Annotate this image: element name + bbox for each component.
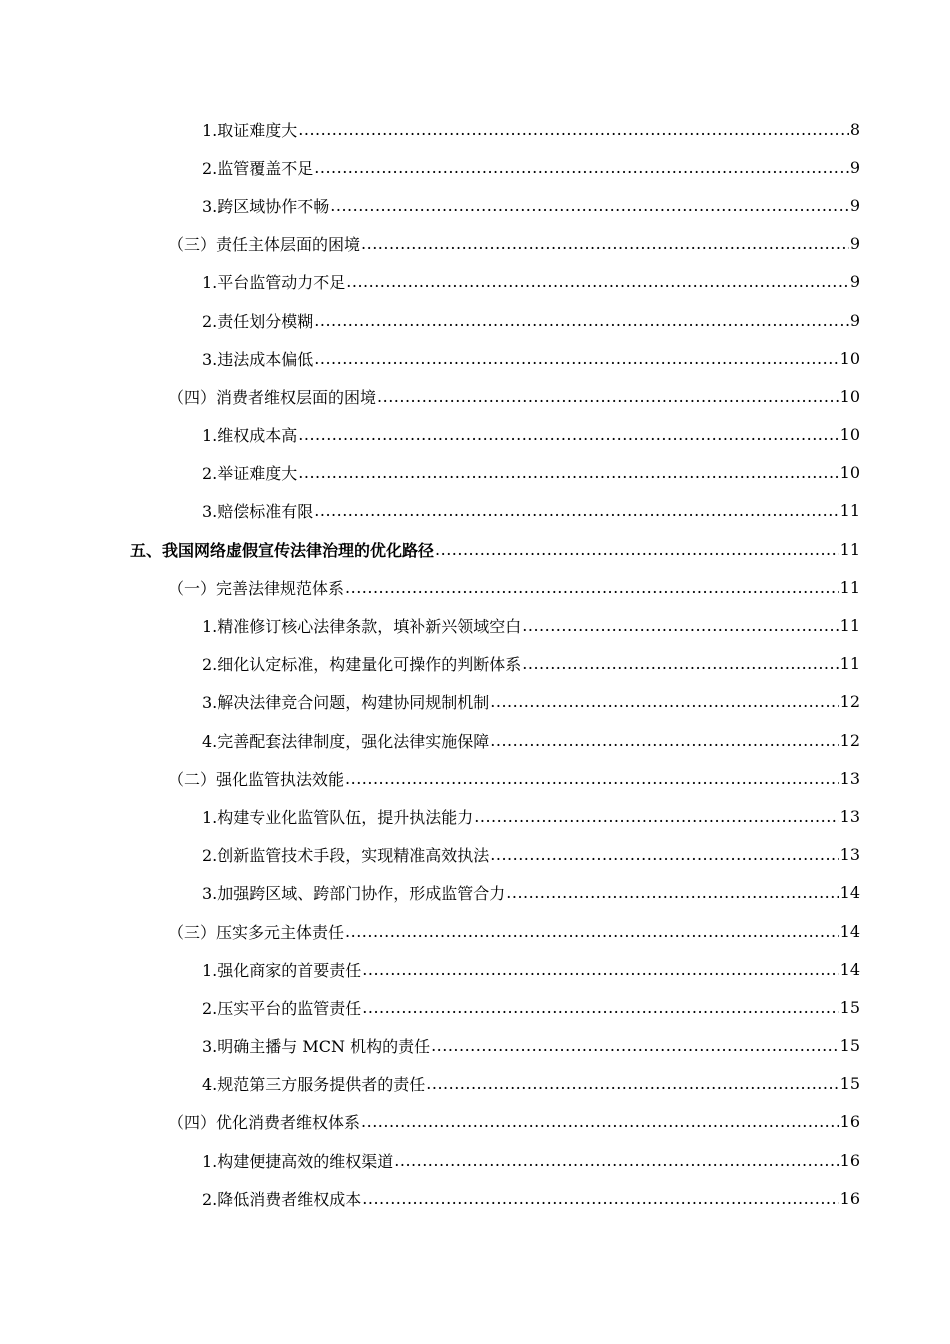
toc-entry-title: 2.监管覆盖不足	[202, 158, 314, 178]
toc-entry-title: 3.明确主播与 MCN 机构的责任	[202, 1037, 431, 1057]
toc-entry-page-number: 16	[839, 1188, 860, 1208]
toc-entry-page-number: 9	[849, 195, 860, 215]
toc-entry[interactable]	[0, 836, 950, 874]
toc-entry[interactable]	[0, 1141, 950, 1179]
toc-dot-leader	[361, 234, 849, 253]
toc-dot-leader	[362, 960, 838, 979]
table-of-contents	[0, 110, 950, 1217]
toc-entry-page-number: 11	[839, 577, 860, 597]
toc-entry-page-number: 15	[839, 1036, 860, 1056]
toc-entry[interactable]	[0, 950, 950, 988]
toc-entry-page-number: 10	[839, 425, 860, 445]
toc-entry[interactable]	[0, 759, 950, 797]
toc-entry[interactable]	[0, 148, 950, 186]
toc-entry[interactable]	[0, 301, 950, 339]
toc-dot-leader	[394, 1151, 838, 1170]
toc-entry-title: 1.取证难度大	[202, 120, 298, 140]
toc-entry[interactable]	[0, 416, 950, 454]
toc-dot-leader	[361, 1112, 839, 1131]
toc-entry-title: 2.降低消费者维权成本	[202, 1189, 362, 1209]
toc-entry-title: （二）强化监管执法效能	[168, 769, 345, 789]
toc-dot-leader	[345, 578, 839, 597]
toc-entry-title: （三）压实多元主体责任	[168, 922, 345, 942]
toc-entry-page-number: 10	[839, 348, 860, 368]
toc-entry-page-number: 11	[839, 539, 860, 559]
toc-entry[interactable]	[0, 263, 950, 301]
toc-entry[interactable]	[0, 988, 950, 1026]
toc-dot-leader	[506, 883, 838, 902]
toc-entry-title: 五、我国网络虚假宣传法律治理的优化路径	[130, 540, 435, 560]
toc-entry-title: 2.细化认定标准，构建量化可操作的判断体系	[202, 655, 522, 675]
toc-entry[interactable]	[0, 225, 950, 263]
toc-entry-title: 3.解决法律竞合问题，构建协同规制机制	[202, 693, 490, 713]
toc-entry[interactable]	[0, 1179, 950, 1217]
toc-dot-leader	[377, 387, 839, 406]
toc-entry[interactable]	[0, 606, 950, 644]
toc-dot-leader	[435, 540, 839, 559]
toc-entry[interactable]	[0, 377, 950, 415]
toc-entry-title: （四）消费者维权层面的困境	[168, 387, 377, 407]
toc-entry-page-number: 8	[849, 119, 860, 139]
toc-entry-page-number: 12	[839, 730, 860, 750]
toc-entry-page-number: 9	[849, 272, 860, 292]
toc-entry-page-number: 10	[839, 386, 860, 406]
toc-entry-title: （三）责任主体层面的困境	[168, 235, 361, 255]
toc-entry[interactable]	[0, 797, 950, 835]
toc-entry[interactable]	[0, 530, 950, 568]
toc-entry-title: 2.责任划分模糊	[202, 311, 314, 331]
toc-dot-leader	[345, 769, 839, 788]
toc-dot-leader	[314, 349, 838, 368]
toc-dot-leader	[362, 998, 838, 1017]
toc-entry-page-number: 13	[839, 806, 860, 826]
toc-dot-leader	[298, 463, 838, 482]
toc-dot-leader	[314, 311, 849, 330]
toc-entry[interactable]	[0, 874, 950, 912]
toc-dot-leader	[314, 158, 849, 177]
toc-entry[interactable]	[0, 912, 950, 950]
toc-entry-title: 1.精准修订核心法律条款，填补新兴领域空白	[202, 617, 522, 637]
toc-entry-title: （一）完善法律规范体系	[168, 578, 345, 598]
toc-dot-leader	[346, 272, 849, 291]
toc-entry[interactable]	[0, 1027, 950, 1065]
toc-entry-title: 3.违法成本偏低	[202, 349, 314, 369]
toc-entry-title: 1.平台监管动力不足	[202, 273, 346, 293]
toc-entry-page-number: 16	[839, 1150, 860, 1170]
toc-dot-leader	[474, 807, 838, 826]
toc-entry[interactable]	[0, 492, 950, 530]
toc-entry-page-number: 15	[839, 997, 860, 1017]
toc-entry-title: 3.赔偿标准有限	[202, 502, 314, 522]
toc-entry[interactable]	[0, 683, 950, 721]
toc-entry[interactable]	[0, 110, 950, 148]
toc-entry[interactable]	[0, 186, 950, 224]
toc-dot-leader	[490, 731, 838, 750]
toc-entry-page-number: 9	[849, 310, 860, 330]
toc-entry-title: 2.举证难度大	[202, 464, 298, 484]
toc-dot-leader	[490, 692, 838, 711]
toc-entry-title: 2.创新监管技术手段，实现精准高效执法	[202, 846, 490, 866]
toc-dot-leader	[314, 501, 838, 520]
toc-dot-leader	[362, 1189, 838, 1208]
toc-entry[interactable]	[0, 339, 950, 377]
toc-entry[interactable]	[0, 645, 950, 683]
toc-entry-page-number: 12	[839, 692, 860, 712]
toc-dot-leader	[490, 845, 838, 864]
toc-entry[interactable]	[0, 454, 950, 492]
toc-dot-leader	[522, 616, 838, 635]
toc-dot-leader	[330, 196, 849, 215]
toc-entry[interactable]	[0, 568, 950, 606]
toc-entry-title: 3.跨区域协作不畅	[202, 196, 330, 216]
toc-entry[interactable]	[0, 1065, 950, 1103]
toc-entry[interactable]	[0, 721, 950, 759]
toc-entry-page-number: 11	[839, 616, 860, 636]
toc-entry-title: 1.构建专业化监管队伍，提升执法能力	[202, 807, 474, 827]
toc-entry-page-number: 9	[849, 234, 860, 254]
toc-entry-page-number: 11	[839, 501, 860, 521]
toc-dot-leader	[345, 922, 839, 941]
toc-dot-leader	[298, 425, 838, 444]
toc-dot-leader	[431, 1036, 839, 1055]
toc-dot-leader	[426, 1074, 838, 1093]
toc-entry-title: 4.完善配套法律制度，强化法律实施保障	[202, 731, 490, 751]
toc-entry-title: （四）优化消费者维权体系	[168, 1113, 361, 1133]
toc-entry-page-number: 11	[839, 654, 860, 674]
toc-entry-title: 4.规范第三方服务提供者的责任	[202, 1075, 426, 1095]
toc-dot-leader	[522, 654, 838, 673]
toc-entry-page-number: 13	[839, 845, 860, 865]
toc-entry-page-number: 14	[839, 883, 860, 903]
toc-entry-page-number: 15	[839, 1074, 860, 1094]
toc-entry-page-number: 9	[849, 157, 860, 177]
toc-entry-page-number: 14	[839, 959, 860, 979]
toc-entry-page-number: 16	[839, 1112, 860, 1132]
toc-entry[interactable]	[0, 1103, 950, 1141]
toc-dot-leader	[298, 120, 849, 139]
toc-entry-title: 2.压实平台的监管责任	[202, 998, 362, 1018]
toc-entry-title: 3.加强跨区域、跨部门协作，形成监管合力	[202, 884, 506, 904]
toc-entry-page-number: 13	[839, 768, 860, 788]
toc-entry-page-number: 10	[839, 463, 860, 483]
toc-entry-title: 1.构建便捷高效的维权渠道	[202, 1151, 394, 1171]
toc-entry-title: 1.维权成本高	[202, 426, 298, 446]
toc-entry-title: 1.强化商家的首要责任	[202, 960, 362, 980]
toc-entry-page-number: 14	[839, 921, 860, 941]
